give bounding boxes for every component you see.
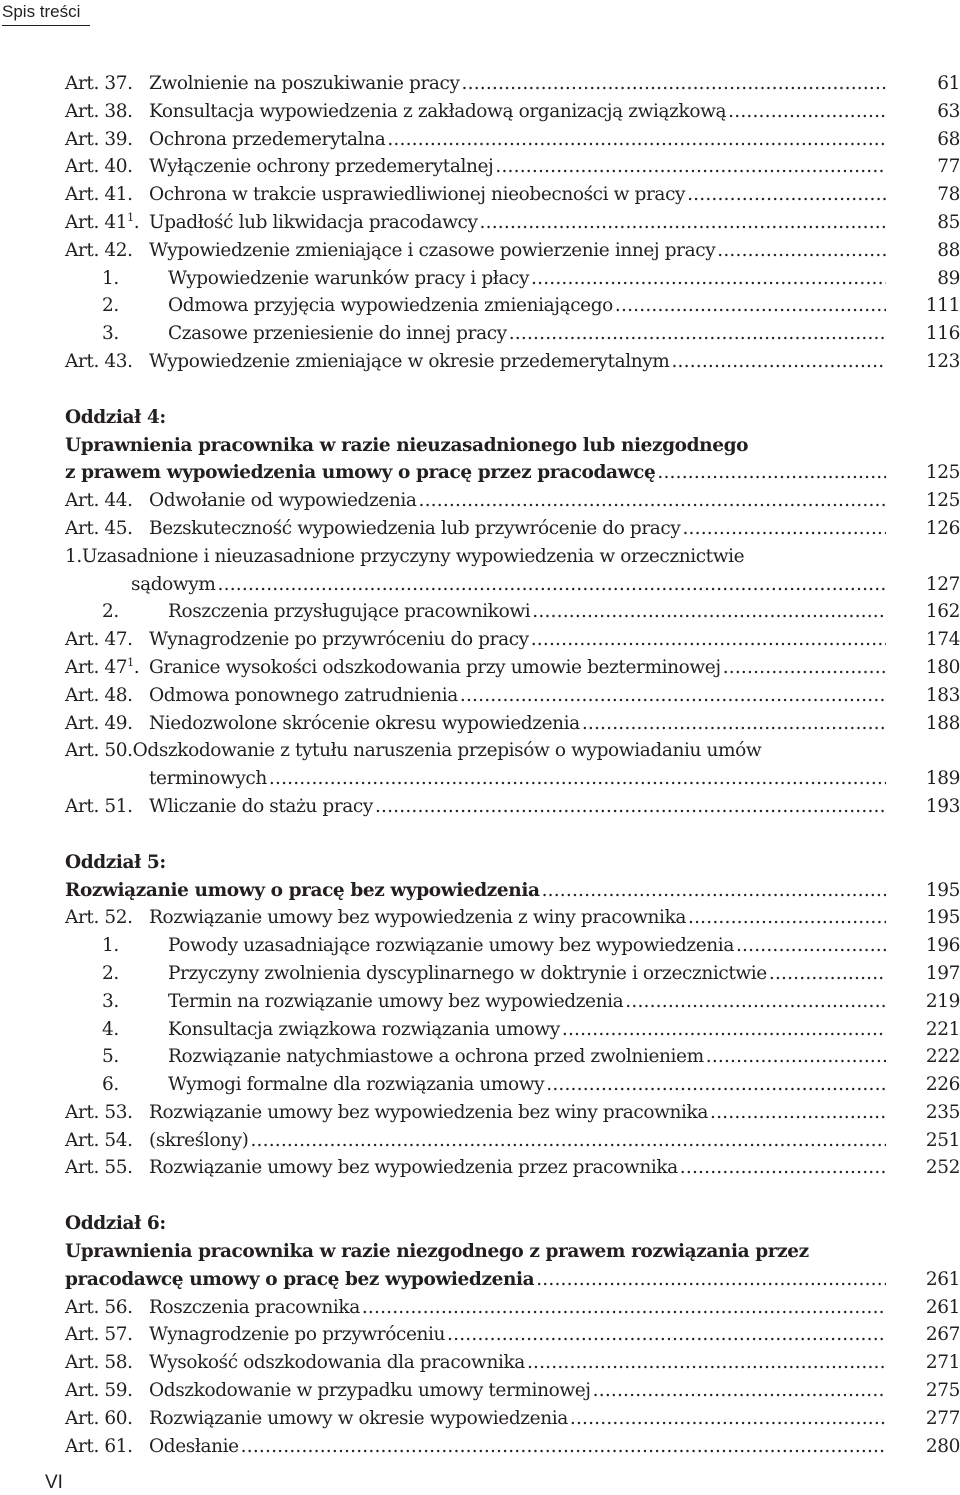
leader-dots [495,153,886,181]
leader-dots [241,1433,886,1461]
page-number: 88 [937,239,960,261]
toc-entry[interactable] [65,626,960,654]
group-c [65,487,960,543]
toc-entry-number: Art. 60. [65,1407,133,1429]
page-number: 267 [925,1324,960,1346]
leader-dots [688,904,886,932]
toc-entry[interactable] [65,153,960,181]
toc-entry-title: Wymogi formalne dla rozwiązania umowy [168,1074,545,1096]
leader-dots [531,626,886,654]
toc-entry-number: Art. 37. [65,73,133,94]
leader-dots [462,70,886,98]
page-number: 183 [925,684,960,706]
page-number: 261 [925,1296,960,1318]
toc-entry[interactable] [65,70,960,98]
toc-entry-title: Odszkodowanie w przypadku umowy terminowej [149,1380,591,1402]
toc-entry-title: Rozwiązanie umowy bez wypowiedzenia z winy pracownika [149,907,687,929]
leader-dots [542,877,886,905]
leader-dots [657,459,886,487]
toc-entry-number: Art. 58. [65,1352,133,1374]
toc-entry-number: 4. [102,1018,119,1040]
toc-entry-title: Odwołanie od wypowiedzenia [149,490,417,512]
toc-entry-title: Wyłączenie ochrony przedemerytalnej [149,156,494,178]
section-header: Spis treści [2,2,90,26]
toc-entry[interactable] [65,1016,960,1044]
toc-entry-art-50-line1[interactable]: Art. 50.Odszkodowanie z tytułu naruszenia przepisów o wypowiadaniu umów [65,740,762,762]
toc-entry-number: Art. 56. [65,1296,133,1318]
page-number: 221 [925,1018,960,1040]
section-4-label: Oddział 4: [65,406,166,428]
page-number: 162 [925,601,960,623]
page-number: 195 [925,907,960,929]
leader-dots [218,571,886,599]
toc-entry-number: Art. 48. [65,684,133,706]
page-number: 123 [925,350,960,372]
toc-entry-title: Niedozwolone skrócenie okresu wypowiedzenia [149,712,580,734]
page-number: 275 [925,1380,960,1402]
page-number: 280 [925,1435,960,1457]
leader-dots [615,292,886,320]
page-number: 251 [925,1129,960,1151]
toc-entry[interactable] [65,682,960,710]
leader-dots [536,1266,886,1294]
toc-entry-number: 1. [102,935,119,957]
toc-entry-number: 3. [102,323,119,345]
toc-entry-number: 2. [102,962,119,984]
toc-entry[interactable] [65,1349,960,1377]
page-number: 85 [937,211,960,233]
toc-entry[interactable] [65,598,960,626]
toc-entry[interactable] [65,181,960,209]
toc-entry[interactable] [65,1071,960,1099]
toc-entry-art-51[interactable]: Art. 51. Wliczanie do stażu pracy ..... 193 [65,793,960,821]
group-b [65,237,960,376]
toc-entry-title: Rozwiązanie natychmiastowe a ochrona przed zwolnieniem [168,1046,704,1068]
toc-entry[interactable] [65,1405,960,1433]
page-number: 235 [925,1101,960,1123]
toc-entry[interactable] [65,1154,960,1182]
toc-entry-title: Odmowa ponownego zatrudnienia [149,684,458,706]
toc-entry[interactable] [65,1321,960,1349]
leader-dots [625,988,886,1016]
leader-dots [593,1377,886,1405]
toc-entry-title: Upadłość lub likwidacja pracodawcy [149,211,478,233]
toc-entry-number: Art. 61. [65,1435,133,1457]
toc-entry-title: Wypowiedzenie zmieniające w okresie przedemerytalnym [149,350,670,372]
leader-dots [687,181,886,209]
toc-entry[interactable] [65,932,960,960]
leader-dots [582,710,886,738]
toc-entry-title: Ochrona w trakcie usprawiedliwionej nieobecności w pracy [149,184,686,206]
page-number: 197 [925,962,960,984]
toc-entry-number: Art. 57. [65,1324,133,1346]
leader-dots [419,487,887,515]
leader-dots [717,237,886,265]
page-number: 189 [925,768,960,790]
toc-entry-number: Art. 55. [65,1157,133,1179]
toc-entry-number: 2. [102,601,119,623]
leader-dots [480,209,886,237]
leader-dots [532,598,886,626]
page-number: 193 [925,795,960,817]
toc-entry[interactable] [65,1433,960,1461]
leader-dots [375,793,886,821]
toc-entry-title: Roszczenia przysługujące pracownikowi [168,601,531,623]
leader-dots [250,1127,886,1155]
toc-entry-number: Art. 45. [65,517,133,539]
toc-entry-title: Termin na rozwiązanie umowy bez wypowiedzenia [168,990,624,1012]
toc-entry-art-45-1-line1[interactable]: 1.Uzasadnione i nieuzasadnione przyczyny wypowiedzenia w orzecznictwie [65,545,745,567]
toc-entry[interactable] [65,1377,960,1405]
toc-entry-title: Wynagrodzenie po przywróceniu [149,1324,446,1346]
toc-entry-title: Rozwiązanie umowy w okresie wypowiedzenia [149,1407,568,1429]
toc-entry[interactable] [65,960,960,988]
leader-dots [706,1043,886,1071]
page-number: 125 [925,462,960,484]
toc-entry[interactable] [65,320,960,348]
section-4-title-line1: Uprawnienia pracownika w razie nieuzasadnionego lub niezgodnego [65,434,749,456]
page-number: 226 [925,1074,960,1096]
group-d [65,598,960,654]
toc-entry-title: Powody uzasadniające rozwiązanie umowy bez wypowiedzenia [168,935,734,957]
toc-entry-number: Art. 47. [65,629,133,651]
toc-entry-title: Czasowe przeniesienie do innej pracy [168,323,507,345]
toc-entry-title: Wynagrodzenie po przywróceniu do pracy [149,629,529,651]
section-4-title-line2: z prawem wypowiedzenia umowy o pracę przez pracodawcę [65,462,656,484]
toc-entry-title: Wypowiedzenie zmieniające i czasowe powierzenie innej pracy [149,239,716,261]
toc-entry-number: Art. 38. [65,100,133,122]
toc-entry-number: 5. [102,1046,119,1068]
page-number: 61 [937,73,960,94]
table-of-contents [65,70,960,1460]
page-number: 196 [925,935,960,957]
toc-entry-title: Rozwiązanie umowy bez wypowiedzenia bez winy pracownika [149,1101,708,1123]
page-number: 195 [925,879,960,901]
group-g [65,1294,960,1461]
toc-entry[interactable] [65,98,960,126]
page-number: 111 [925,295,960,317]
leader-dots [728,98,886,126]
toc-entry-number: 6. [102,1074,119,1096]
section-6-title-line1: Uprawnienia pracownika w razie niezgodnego z prawem rozwiązania przez [65,1241,809,1263]
page-number: 116 [925,323,960,345]
toc-entry[interactable] [65,904,960,932]
leader-dots [531,265,886,293]
toc-entry-art-47-1[interactable]: Art. $47^1$. Granice wysokości odszkodowania przy umowie bezterminowej ..... 180 [65,654,960,682]
page-number: 252 [925,1157,960,1179]
leader-dots [671,348,886,376]
toc-entry-title: Konsultacja związkowa rozwiązania umowy [168,1018,560,1040]
toc-entry-section-6[interactable] [65,1266,960,1294]
toc-entry-art-41-1[interactable]: Art. $41^1$. Upadłość lub likwidacja pracodawcy ..... 85 [65,209,960,237]
page-number: 77 [937,156,960,178]
toc-entry-title: Zwolnienie na poszukiwanie pracy [149,73,460,94]
page-number: 125 [925,490,960,512]
toc-entry-title: Ochrona przedemerytalna [149,128,386,150]
page-number: 126 [925,517,960,539]
page-number: 127 [925,573,960,595]
group-f [65,904,960,1182]
leader-dots [723,654,886,682]
toc-entry-number: Art. 53. [65,1101,133,1123]
page-number: 271 [925,1352,960,1374]
toc-entry-number: Art. 40. [65,156,133,178]
page-number: 261 [925,1268,960,1290]
leader-dots [387,126,886,154]
toc-entry-title: Wysokość odszkodowania dla pracownika [149,1352,525,1374]
toc-entry[interactable] [65,265,960,293]
page-number: 180 [925,656,960,678]
page-number: 188 [925,712,960,734]
toc-entry-number: Art. 39. [65,128,133,150]
toc-entry-number: Art. 52. [65,907,133,929]
toc-entry[interactable] [65,348,960,376]
toc-entry-title: Przyczyny zwolnienia dyscyplinarnego w doktrynie i orzecznictwie [168,962,767,984]
toc-entry-number: Art. 59. [65,1380,133,1402]
toc-entry[interactable] [65,1099,960,1127]
leader-dots [447,1321,886,1349]
toc-entry-section-4[interactable] [65,459,960,487]
toc-entry-title: Rozwiązanie umowy bez wypowiedzenia przez pracownika [149,1157,678,1179]
toc-entry-number: 2. [102,295,119,317]
leader-dots [680,1154,886,1182]
page-number: 89 [937,267,960,289]
leader-dots [362,1294,886,1322]
toc-entry-number: Art. 44. [65,490,133,512]
toc-entry[interactable] [65,515,960,543]
leader-dots [710,1099,886,1127]
toc-entry-number: 3. [102,990,119,1012]
toc-entry[interactable] [65,710,960,738]
leader-dots [546,1071,886,1099]
toc-entry-section-5[interactable] [65,877,960,905]
section-5-title: Rozwiązanie umowy o pracę bez wypowiedzenia [65,879,540,901]
toc-entry-number: 1. [102,267,119,289]
toc-entry-title: Odesłanie [149,1435,239,1457]
section-6-label: Oddział 6: [65,1213,166,1235]
section-5-label: Oddział 5: [65,851,166,873]
leader-dots [509,320,886,348]
toc-entry-number: Art. 43. [65,350,133,372]
page-number: 219 [925,990,960,1012]
leader-dots [769,960,886,988]
toc-entry-title: Konsultacja wypowiedzenia z zakładową organizacją związkową [149,100,727,122]
leader-dots [570,1405,886,1433]
leader-dots [562,1016,886,1044]
toc-entry-title: Roszczenia pracownika [149,1296,360,1318]
leader-dots [460,682,886,710]
toc-entry[interactable] [65,1294,960,1322]
toc-entry-number: Art. 54. [65,1129,133,1151]
toc-entry-number: Art. 42. [65,239,133,261]
page-number: 63 [937,100,960,122]
page-number: 222 [925,1046,960,1068]
page-number: 174 [925,629,960,651]
group-a [65,70,960,209]
group-e [65,682,960,738]
leader-dots [527,1349,886,1377]
toc-entry[interactable] [65,292,960,320]
page-number: 68 [937,128,960,150]
toc-entry-title: Odmowa przyjęcia wypowiedzenia zmieniającego [168,295,613,317]
leader-dots [736,932,886,960]
toc-entry[interactable] [65,1043,960,1071]
toc-entry-number: Art. 49. [65,712,133,734]
section-6-title-line2: pracodawcę umowy o pracę bez wypowiedzenia [65,1268,535,1290]
leader-dots [682,515,886,543]
toc-entry-title: Bezskuteczność wypowiedzenia lub przywrócenie do pracy [149,517,681,539]
toc-entry[interactable] [65,988,960,1016]
toc-entry-art-50-line2[interactable]: terminowych ..... 189 [65,765,960,793]
page-folio: VI [45,1472,63,1493]
toc-entry-number: Art. 41. [65,184,133,206]
toc-entry-title: Wypowiedzenie warunków pracy i płacy [168,267,530,289]
toc-entry[interactable] [65,487,960,515]
toc-entry-title: (skreślony) [149,1129,249,1151]
page-number: 277 [925,1407,960,1429]
toc-entry[interactable] [65,237,960,265]
toc-entry[interactable] [65,1127,960,1155]
leader-dots [269,765,886,793]
toc-entry[interactable] [65,126,960,154]
toc-entry-art-45-1-line2[interactable]: sądowym ..... 127 [65,571,960,599]
toc-entry-title: Granice wysokości odszkodowania przy umowie bezterminowej [149,656,721,678]
page-number: 78 [937,184,960,206]
